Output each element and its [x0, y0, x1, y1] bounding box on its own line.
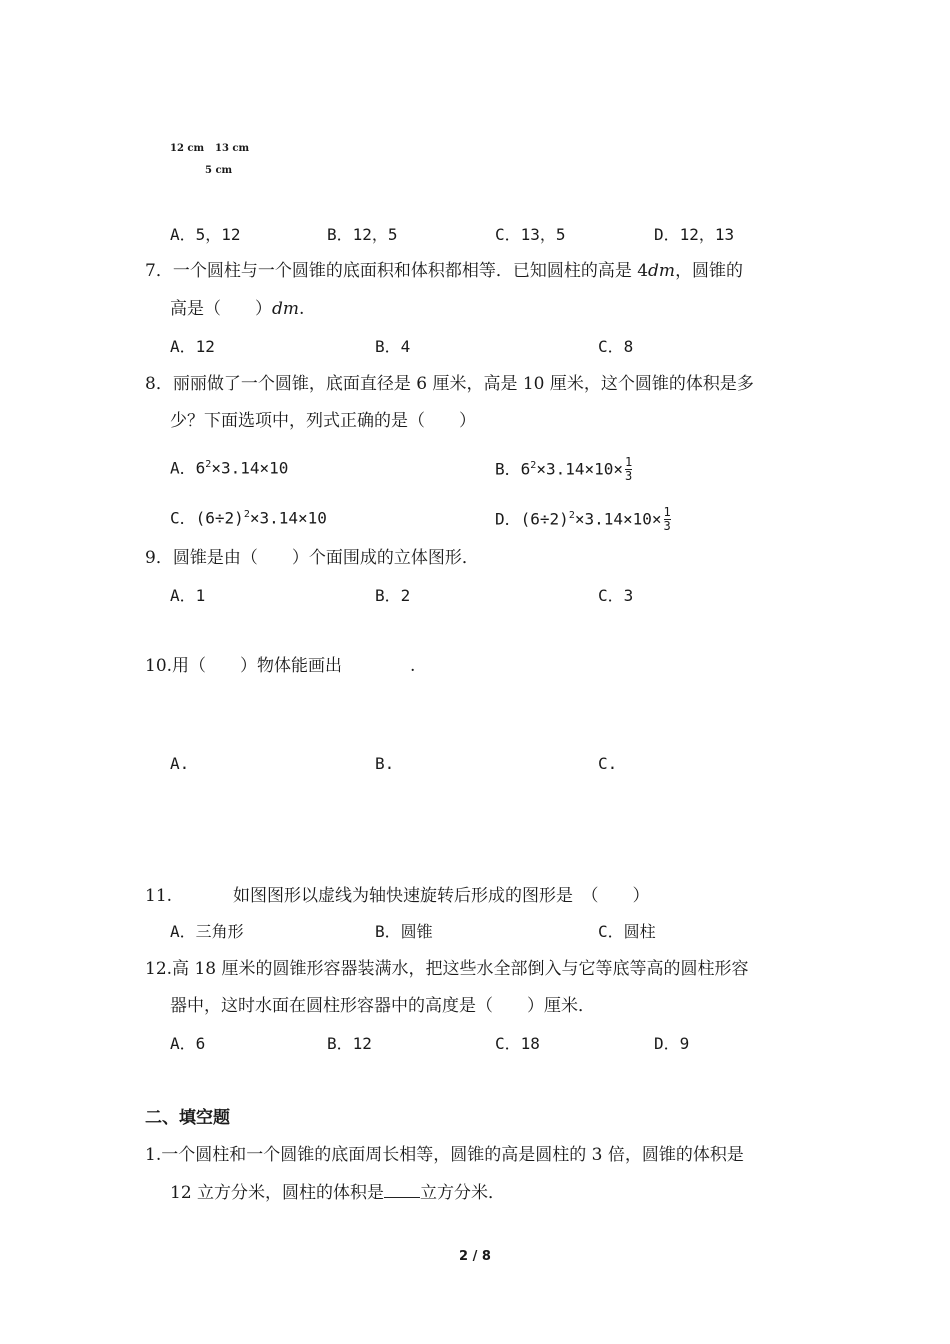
fraction-numerator: 1 [663, 505, 671, 520]
q7-text-d: . [299, 299, 305, 319]
q7-text-a: 7．一个圆柱与一个圆锥的底面积和体积都相等．已知圆柱的高是 4 [145, 261, 649, 281]
q6-option-c[interactable]: C．13，5 [495, 225, 566, 244]
q12-option-a[interactable]: A．6 [170, 1034, 206, 1053]
q10-option-b[interactable]: B. [375, 754, 395, 773]
answer-blank[interactable] [384, 1183, 420, 1198]
figure-label-height: 12 cm [170, 143, 205, 154]
fill-q1-text-b: 立方分米． [420, 1183, 506, 1203]
q9-option-c[interactable]: C．3 [598, 586, 634, 605]
q7-text-b: ，圆锥的 [675, 261, 744, 281]
q8-a-sup: 2 [205, 459, 212, 470]
section-title-fill-in: 二、填空题 [145, 1108, 230, 1128]
page-number: 2 / 8 [459, 1249, 491, 1264]
q6-option-d[interactable]: D．12，13 [654, 225, 735, 244]
q8-d-pre: D．(6÷2) [495, 509, 569, 529]
q7-question-line2 [170, 298, 304, 320]
q7-option-c[interactable]: C．8 [598, 337, 634, 356]
q11-option-b[interactable]: B．圆锥 [375, 922, 433, 941]
q8-c-post: ×3.14×10 [249, 508, 327, 528]
q7-option-a[interactable]: A．12 [170, 337, 215, 356]
fraction-denominator: 3 [625, 469, 633, 484]
q7-text-c: 高是（ ） [170, 299, 272, 319]
q8-b-fraction [625, 456, 632, 483]
q9-option-a[interactable]: A．1 [170, 586, 206, 605]
q8-c-pre: C．(6÷2) [170, 508, 244, 528]
q10-option-a[interactable]: A. [170, 754, 190, 773]
q10-period: . [410, 656, 416, 676]
q8-c-sup: 2 [243, 509, 250, 520]
q11-option-a[interactable]: A．三角形 [170, 922, 244, 941]
q12-option-b[interactable]: B．12 [327, 1034, 372, 1053]
q9-option-b[interactable]: B．2 [375, 586, 411, 605]
q6-option-a[interactable]: A．5，12 [170, 225, 241, 244]
q7-unit: dm [648, 261, 676, 281]
figure-label-base: 5 cm [205, 165, 233, 176]
q8-a-pre: A．6 [170, 458, 206, 478]
q8-question-line2: 少？下面选项中，列式正确的是（ ） [170, 411, 476, 431]
q6-option-b[interactable]: B．12，5 [327, 225, 398, 244]
q7-question-line1 [145, 260, 743, 282]
q8-b-sup: 2 [530, 460, 537, 471]
q8-question-line1: 8．丽丽做了一个圆锥，底面直径是 6 厘米，高是 10 厘米，这个圆锥的体积是多 [145, 374, 754, 394]
fraction-numerator: 1 [625, 455, 633, 470]
fill-q1-text-a: 12 立方分米，圆柱的体积是 [170, 1183, 385, 1203]
q8-a-post: ×3.14×10 [211, 458, 289, 478]
fill-q1-line2 [170, 1182, 505, 1204]
q11-option-c[interactable]: C．圆柱 [598, 922, 656, 941]
q7-unit-2: dm [272, 299, 300, 319]
q8-b-post: ×3.14×10× [536, 459, 624, 479]
q11-number: 11. [145, 886, 173, 906]
q8-b-pre: B．6 [495, 459, 531, 479]
q8-option-d[interactable] [495, 499, 671, 536]
q11-question: 如图图形以虚线为轴快速旋转后形成的图形是 （ ） [233, 886, 650, 906]
q7-option-b[interactable]: B．4 [375, 337, 411, 356]
q12-question-line1: 12.高 18 厘米的圆锥形容器装满水，把这些水全部倒入与它等底等高的圆柱形容 [145, 959, 749, 979]
q8-option-b[interactable] [495, 449, 632, 486]
q12-option-d[interactable]: D．9 [654, 1034, 690, 1053]
q12-option-c[interactable]: C．18 [495, 1034, 540, 1053]
figure-label-hypotenuse: 13 cm [215, 143, 250, 154]
q8-d-fraction [664, 506, 671, 533]
q8-d-post: ×3.14×10× [574, 509, 662, 529]
q8-option-c[interactable] [170, 504, 327, 529]
q8-d-sup: 2 [568, 510, 575, 521]
q12-question-line2: 器中，这时水面在圆柱形容器中的高度是（ ）厘米． [170, 996, 595, 1016]
q10-option-c[interactable]: C. [598, 754, 618, 773]
q9-question: 9．圆锥是由（ ）个面围成的立体图形． [145, 548, 479, 568]
q8-option-a[interactable] [170, 454, 288, 479]
fraction-denominator: 3 [663, 519, 671, 534]
q10-question: 10.用（ ）物体能画出 [145, 656, 343, 676]
fill-q1-line1: 1.一个圆柱和一个圆锥的底面周长相等，圆锥的高是圆柱的 3 倍，圆锥的体积是 [145, 1145, 744, 1165]
